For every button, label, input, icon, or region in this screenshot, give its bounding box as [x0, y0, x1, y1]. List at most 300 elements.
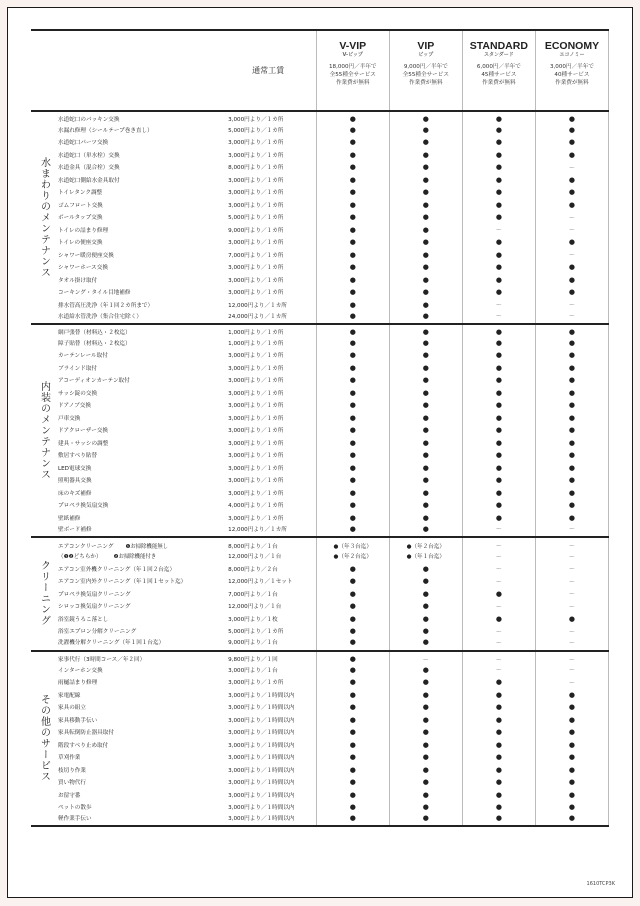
plan-mark: ●: [462, 739, 535, 752]
table-row: [31, 161, 609, 174]
plan-mark: ー: [535, 224, 608, 237]
service-name-cell: [56, 789, 226, 802]
table-row: [31, 387, 609, 400]
plan-mark: ●: [316, 399, 389, 412]
table-row: [31, 437, 609, 450]
plan-mark: ●: [462, 286, 535, 299]
price-cell: 3,000円より／１カ所: [228, 515, 284, 522]
plan-mark: ●: [462, 751, 535, 764]
plan-mark: ●: [316, 689, 389, 702]
plan-mark: ●: [535, 776, 608, 789]
service-name-cell: [56, 776, 226, 789]
service-name: 障子貼替（材料込・２枚迄）: [58, 340, 131, 347]
price-cell: 5,000円より／１カ所: [228, 127, 284, 134]
service-name: 戸車交換: [58, 415, 81, 422]
plan-mark: ー: [535, 537, 608, 550]
plan-mark: ●: [389, 387, 462, 400]
service-name-cell: [56, 362, 226, 375]
plan-mark: ●: [462, 676, 535, 689]
plan-mark: ●: [535, 487, 608, 500]
service-name: 水道蛇口側給水金具取付: [58, 177, 120, 184]
plan-mark: ●: [535, 474, 608, 487]
plan-mark: ●: [535, 236, 608, 249]
price-cell: 3,000円より／１時間以内: [228, 717, 295, 724]
price-cell: 3,000円より／１カ所: [228, 478, 284, 485]
plan-mark: ー: [535, 676, 608, 689]
plan-mark: ー: [535, 575, 608, 588]
price-cell: 3,000円より／１カ所: [228, 190, 284, 197]
table-row: [31, 349, 609, 362]
table-row: [31, 651, 609, 664]
plan-mark: ●: [316, 337, 389, 350]
plan-desc-line: 18,000円／半年で: [328, 64, 377, 70]
plan-mark: ●: [389, 462, 462, 475]
table-row: [31, 199, 609, 212]
plan-mark: ●: [316, 249, 389, 262]
plan-mark: ●: [462, 714, 535, 727]
service-name-cell: [56, 399, 226, 412]
service-name-cell: [56, 764, 226, 777]
plan-mark: ●: [462, 588, 535, 601]
service-name: LED電球交換: [58, 465, 92, 472]
plan-mark: ●: [316, 224, 389, 237]
plan-mark: ●: [462, 199, 535, 212]
service-name-cell: [56, 474, 226, 487]
service-name-cell: [56, 412, 226, 425]
price-cell: 3,000円より／１時間以内: [228, 730, 295, 737]
service-name-cell: [56, 211, 226, 224]
service-name: ドアクローザー交換: [58, 428, 109, 435]
plan-mark: ●: [316, 613, 389, 626]
service-name: （❶❷どちらか）: [58, 554, 102, 561]
plan-mark: ●: [462, 174, 535, 187]
plan-mark: ●: [316, 299, 389, 312]
plan-mark: ●: [389, 499, 462, 512]
plan-mark: ●: [389, 186, 462, 199]
plan-mark: ●: [389, 261, 462, 274]
plan-mark: ●: [535, 199, 608, 212]
plan-mark: ●: [462, 449, 535, 462]
plan-mark: ●: [535, 424, 608, 437]
price-cell: 3,000円より／１時間以内: [228, 805, 295, 812]
service-name: トイレタンク調整: [58, 190, 103, 197]
plan-mark: ●: [316, 524, 389, 537]
plan-mark: ●: [316, 236, 389, 249]
price-cell: 3,000円より／１時間以内: [228, 755, 295, 762]
price-cell: 3,000円より／１カ所: [228, 202, 284, 209]
plan-mark: ●: [535, 764, 608, 777]
plan-mark: ●: [462, 801, 535, 814]
service-name-cell: [56, 149, 226, 162]
table-row: [31, 186, 609, 199]
service-option: ❷お掃除機能付き: [113, 554, 157, 561]
table-row: [31, 487, 609, 500]
plan-mark: ●: [316, 412, 389, 425]
plan-mark: ●: [389, 349, 462, 362]
plan-header-vip: [389, 30, 462, 111]
table-row: [31, 588, 609, 601]
service-name: サッシ錠の交換: [58, 390, 98, 397]
price-cell: 12,000円より／１台: [228, 554, 282, 561]
service-name: カーテンレール取付: [58, 353, 108, 360]
table-row: [31, 664, 609, 677]
category-title: 内装のメンテナンス: [38, 380, 50, 480]
plan-mark: ●: [389, 789, 462, 802]
service-name-cell: [56, 524, 226, 537]
plan-mark: ●: [316, 789, 389, 802]
service-name-cell: [56, 739, 226, 752]
service-name-cell: [56, 337, 226, 350]
price-cell: 12,000円より／１台: [228, 604, 282, 611]
price-cell: 3,000円より／１カ所: [228, 365, 284, 372]
plan-mark: ●: [316, 563, 389, 576]
plan-mark: ●: [462, 512, 535, 525]
service-name-cell: [56, 161, 226, 174]
plan-mark: ●: [462, 689, 535, 702]
service-name-cell: [56, 174, 226, 187]
plan-mark: ●: [535, 261, 608, 274]
plan-mark: ●: [535, 462, 608, 475]
plan-mark: ●: [316, 764, 389, 777]
plan-mark: ●: [462, 424, 535, 437]
service-name: ブラインド取付: [58, 365, 98, 372]
plan-mark: ●: [535, 437, 608, 450]
table-row: [31, 524, 609, 537]
plan-mark: ●: [316, 801, 389, 814]
service-name: 家具の組立: [58, 705, 86, 712]
plan-mark: ●: [316, 186, 389, 199]
price-cell: 4,000円より／１カ所: [228, 503, 284, 510]
service-name-cell: [56, 299, 226, 312]
plan-mark: ●: [389, 776, 462, 789]
price-cell: 8,000円より／２台: [228, 566, 278, 573]
service-name-cell: [56, 714, 226, 727]
service-name: 雨樋詰まり修理: [58, 680, 98, 687]
service-name: 排水管高圧洗浄（年１回２カ所まで）: [58, 302, 154, 309]
table-row: [31, 412, 609, 425]
plan-mark: ●: [389, 124, 462, 137]
plan-mark: ー: [535, 161, 608, 174]
plan-mark: ●: [316, 664, 389, 677]
plan-mark: ー: [535, 299, 608, 312]
service-name: プロペラ換気扇交換: [58, 503, 109, 510]
plan-mark: ●: [535, 801, 608, 814]
service-name: 階段すべり止め取付: [58, 742, 109, 749]
plan-mark: ●: [316, 149, 389, 162]
plan-kana: V-ビップ: [342, 52, 363, 58]
price-cell: 3,000円より／１時間以内: [226, 814, 316, 827]
plan-kana: スタンダード: [483, 52, 514, 58]
service-name: 水道蛇口（単水栓）交換: [58, 152, 120, 159]
service-name-cell: [56, 726, 226, 739]
plan-mark: ●: [316, 174, 389, 187]
table-row: [31, 249, 609, 262]
plan-mark: ●: [316, 161, 389, 174]
plan-mark: ●: [316, 449, 389, 462]
plan-mark: ー: [462, 311, 535, 324]
category-cell: [31, 537, 56, 651]
plan-mark: ●: [535, 337, 608, 350]
service-name: 水道給水管洗浄（集合住宅除く）: [58, 313, 142, 320]
plan-mark: ●: [389, 374, 462, 387]
service-name: 買い物代行: [58, 780, 86, 787]
plan-mark: ●: [535, 111, 608, 124]
service-name-cell: [56, 462, 226, 475]
plan-mark: ●: [389, 726, 462, 739]
plan-mark: ●: [462, 499, 535, 512]
plan-mark: ー: [462, 537, 535, 550]
price-cell: 3,000円より／１カ所: [228, 240, 284, 247]
plan-mark: ー: [535, 311, 608, 324]
plan-mark: ●: [389, 424, 462, 437]
service-name-cell: [56, 664, 226, 677]
plan-mark: ●（年２台迄）: [389, 537, 462, 550]
service-name-cell: [56, 374, 226, 387]
service-name: シャワーホース交換: [58, 265, 108, 272]
plan-mark: ●: [462, 124, 535, 137]
service-name: プロペラ換気扇クリーニング: [58, 591, 131, 598]
service-name: 網戸張替（材料込・２枚迄）: [58, 330, 131, 337]
plan-kana: エコノミー: [559, 52, 585, 58]
plan-mark: ●: [462, 136, 535, 149]
plan-mark: ●: [316, 324, 389, 337]
service-name: シャワー暖房便座交換: [58, 252, 114, 259]
price-cell: 8,000円より／１台: [228, 543, 278, 550]
table-row: [31, 462, 609, 475]
service-name-cell: [56, 424, 226, 437]
plan-mark: ●: [389, 311, 462, 324]
service-name-cell: [56, 136, 226, 149]
table-row: [31, 764, 609, 777]
service-name: 軽作業手伝い: [58, 815, 92, 822]
table-row: [31, 399, 609, 412]
plan-mark: ●: [462, 349, 535, 362]
service-name-cell: [56, 311, 226, 324]
plan-desc-line: 9,000円／半年で: [403, 64, 448, 70]
service-name-cell: [56, 550, 226, 563]
service-name: コーキング・タイル目地補修: [58, 290, 131, 297]
price-cell: 9,000円より／１台: [226, 638, 316, 651]
service-name-cell: [56, 751, 226, 764]
service-name-cell: [56, 563, 226, 576]
service-name-cell: [56, 676, 226, 689]
plan-mark: ●: [389, 575, 462, 588]
table-row: [31, 174, 609, 187]
plan-mark: ●: [316, 751, 389, 764]
price-cell: 1,000円より／１カ所: [228, 330, 284, 337]
price-cell: 12,000円より／１カ所: [228, 302, 287, 309]
price-cell: 3,000円より／１カ所: [228, 378, 284, 385]
plan-mark: ●: [462, 161, 535, 174]
plan-desc-line: 作業費が無料: [555, 80, 589, 86]
plan-mark: ●: [316, 600, 389, 613]
table-row: [31, 337, 609, 350]
plan-mark: ー: [462, 563, 535, 576]
service-name-cell: [56, 286, 226, 299]
plan-mark: ●: [535, 124, 608, 137]
service-name: アコーディオンカーテン取付: [58, 378, 130, 385]
plan-mark: ●: [535, 399, 608, 412]
price-cell: 3,000円より／１カ所: [228, 465, 284, 472]
plan-mark: ●: [316, 286, 389, 299]
price-cell: 3,000円より／１カ所: [228, 152, 284, 159]
plan-mark: ●: [316, 311, 389, 324]
service-name-cell: [56, 124, 226, 137]
service-name: 床のキズ補修: [58, 490, 92, 497]
service-name-cell: [56, 261, 226, 274]
service-name: 水漏れ修理（シールテープ巻き直し）: [58, 127, 153, 134]
plan-mark: ●: [389, 412, 462, 425]
price-cell: 24,000円より／１カ所: [226, 311, 316, 324]
plan-mark: ●: [389, 701, 462, 714]
plan-mark: ー: [535, 638, 608, 651]
service-name: ボールタップ交換: [58, 215, 103, 222]
plan-mark: ー: [535, 651, 608, 664]
table-row: [31, 424, 609, 437]
plan-mark: ●: [316, 362, 389, 375]
service-name: ゴムフロート交換: [58, 202, 103, 209]
service-name: タオル掛け取付: [58, 277, 98, 284]
service-name-cell: [56, 324, 226, 337]
service-name: シロッコ換気扇クリーニング: [58, 604, 131, 611]
plan-mark: ー: [462, 638, 535, 651]
plan-mark: ●: [462, 412, 535, 425]
category-cell: [31, 324, 56, 537]
table-row: [31, 714, 609, 727]
service-name-cell: [56, 499, 226, 512]
service-name: 家具転倒防止器具取付: [58, 730, 114, 737]
service-name: ドアノブ交換: [58, 403, 91, 410]
plan-mark: ●: [389, 625, 462, 638]
service-name: 壁紙補修: [58, 515, 81, 522]
plan-mark: ●: [389, 524, 462, 537]
service-comparison-table: [31, 29, 609, 827]
plan-name: VIP: [417, 40, 435, 52]
price-cell: 3,000円より／１カ所: [228, 140, 284, 147]
plan-mark: ー: [462, 600, 535, 613]
price-cell: 7,000円より／１カ所: [228, 252, 284, 259]
plan-mark: ●（年３台迄）: [316, 537, 389, 550]
service-name: 家具移動手伝い: [58, 717, 98, 724]
service-name: 敷居すべり貼替: [58, 453, 98, 460]
service-name-cell: [56, 449, 226, 462]
service-name: エアコンクリーニング: [58, 543, 114, 550]
plan-mark: ●: [462, 399, 535, 412]
category-cell: [31, 111, 56, 324]
plan-mark: ●: [316, 474, 389, 487]
service-name: 家電配線: [58, 692, 81, 699]
plan-name: V-VIP: [339, 40, 367, 52]
price-cell: 3,000円より／１台: [228, 667, 278, 674]
plan-header-economy: [535, 30, 608, 111]
price-cell: 3,000円より／１カ所: [228, 403, 284, 410]
plan-mark: ●: [389, 474, 462, 487]
plan-mark: ●: [535, 274, 608, 287]
plan-desc: [317, 63, 389, 87]
plan-mark: ー: [535, 664, 608, 677]
plan-mark: ●: [389, 149, 462, 162]
plan-mark: ー: [462, 299, 535, 312]
service-name: 水道蛇口のパッキン交換: [58, 117, 120, 124]
table-body: [31, 111, 609, 826]
price-cell: 3,000円より／１カ所: [228, 440, 284, 447]
service-name-cell: [56, 588, 226, 601]
price-cell: 7,000円より／１台: [228, 591, 278, 598]
plan-mark: ●: [316, 512, 389, 525]
table-row: [31, 701, 609, 714]
plan-mark: ●: [389, 563, 462, 576]
service-name-cell: [56, 701, 226, 714]
plan-mark: ●: [389, 236, 462, 249]
service-name: 浴室鏡うろこ落とし: [58, 616, 109, 623]
table-row: [31, 537, 609, 550]
plan-mark: ●: [462, 374, 535, 387]
table-row: [31, 474, 609, 487]
price-cell: 8,000円より／１カ所: [228, 165, 284, 172]
plan-mark: ●: [316, 424, 389, 437]
table-row: [31, 638, 609, 651]
plan-mark: ●: [389, 286, 462, 299]
plan-mark: ●: [316, 676, 389, 689]
table-row: [31, 789, 609, 802]
plan-mark: ー: [462, 224, 535, 237]
plan-mark: ●: [389, 437, 462, 450]
table-row: [31, 550, 609, 563]
table-row: [31, 274, 609, 287]
plan-mark: ー: [389, 651, 462, 664]
service-name-cell: [56, 236, 226, 249]
service-name: エアコン室外機クリーニング（年１回２台迄）: [58, 566, 176, 573]
table-row: [31, 136, 609, 149]
service-name: 浴室エプロン分解クリーニング: [58, 629, 137, 636]
table-row: [31, 739, 609, 752]
plan-mark: ●: [462, 362, 535, 375]
price-cell: 12,000円より／１セット: [228, 579, 293, 586]
service-name-cell: [56, 349, 226, 362]
service-name-cell: [56, 512, 226, 525]
table-row: [31, 563, 609, 576]
plan-mark: ●: [462, 261, 535, 274]
plan-mark: ●: [462, 186, 535, 199]
plan-mark: ●: [462, 776, 535, 789]
category-title: 水まわりのメンテナンス: [38, 156, 50, 278]
table-row: [31, 776, 609, 789]
plan-mark: ●: [462, 789, 535, 802]
plan-mark: ●: [462, 149, 535, 162]
price-cell: 3,000円より／１時間以内: [228, 692, 295, 699]
service-header: [56, 30, 226, 111]
plan-header-standard: [462, 30, 535, 111]
table-header-row: [31, 30, 609, 111]
price-cell: 3,000円より／１カ所: [228, 490, 284, 497]
plan-mark: ●: [316, 588, 389, 601]
plan-mark: ●: [389, 199, 462, 212]
price-cell: 3,000円より／１カ所: [228, 353, 284, 360]
service-name: 家事代行（3時間コース／年２回）: [58, 657, 146, 663]
plan-mark: ●: [535, 512, 608, 525]
plan-mark: ●: [389, 224, 462, 237]
plan-mark: ●: [316, 499, 389, 512]
service-name: 枝切り作業: [58, 767, 86, 774]
service-name-cell: [56, 186, 226, 199]
service-name-cell: [56, 575, 226, 588]
table-row: [31, 689, 609, 702]
plan-desc-line: 作業費が無料: [409, 80, 443, 86]
table-row: [31, 362, 609, 375]
service-name: トイレの便座交換: [58, 240, 103, 247]
plan-mark: ●: [535, 714, 608, 727]
plan-mark: ●: [389, 174, 462, 187]
